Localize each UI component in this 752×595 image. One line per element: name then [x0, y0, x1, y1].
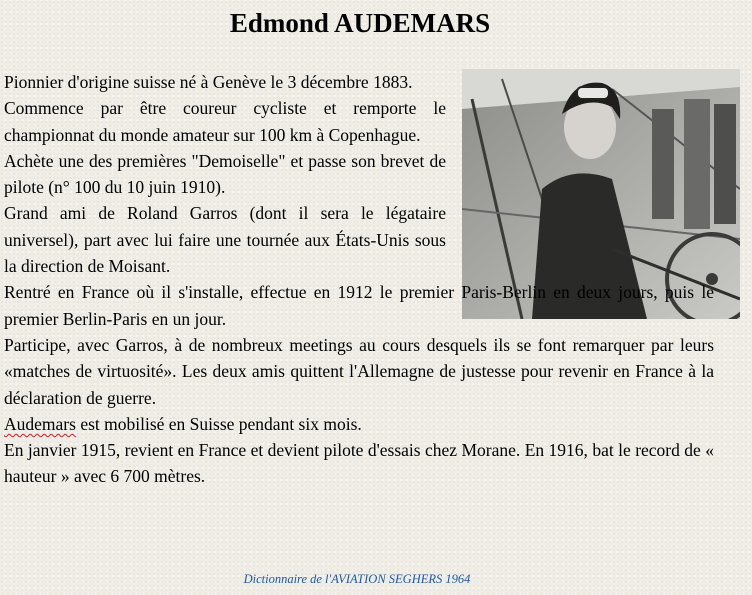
paragraph-meetings: Participe, avec Garros, à de nombreux meetings au cours desquels ils se font remarquer par leurs «matches de virtuosité». Les deux amis quittent l'Allemagne de justesse pour revenir en France à la déclaration de guerre.	[4, 334, 714, 408]
biography-text	[4, 69, 714, 490]
spellcheck-word: Audemars	[4, 413, 76, 434]
paragraph-paris-berlin: Rentré en France où il s'installe, effectue en 1912 le premier Paris-Berlin en deux jours, puis le premier Berlin-Paris en un jour.	[4, 282, 714, 329]
paragraph-pilot-license: Achète une des premières "Demoiselle" et passe son brevet de pilote (n° 100 du 10 juin 1910).	[4, 150, 446, 198]
page-title: Edmond AUDEMARS	[229, 8, 491, 38]
source-citation: Dictionnaire de l'AVIATION SEGHERS 1964	[243, 572, 471, 586]
paragraph-birth: Pionnier d'origine suisse né à Genève le 3 décembre 1883.	[4, 72, 413, 92]
paragraph-cycling: Commence par être coureur cycliste et remporte le championnat du monde amateur sur 100 km à Copenhague.	[4, 98, 446, 145]
paragraph-garros: Grand ami de Roland Garros (dont il sera le légataire universel), part avec lui faire une tournée aux États-Unis sous la direction de Moisant.	[4, 203, 446, 277]
paragraph-mobilized	[4, 411, 714, 437]
paragraph-record: En janvier 1915, revient en France et devient pilote d'essais chez Morane. En 1916, bat le record de « hauteur » avec 6 700 mètres.	[4, 440, 714, 487]
paragraph-mobilized-rest: est mobilisé en Suisse pendant six mois.	[75, 413, 362, 434]
